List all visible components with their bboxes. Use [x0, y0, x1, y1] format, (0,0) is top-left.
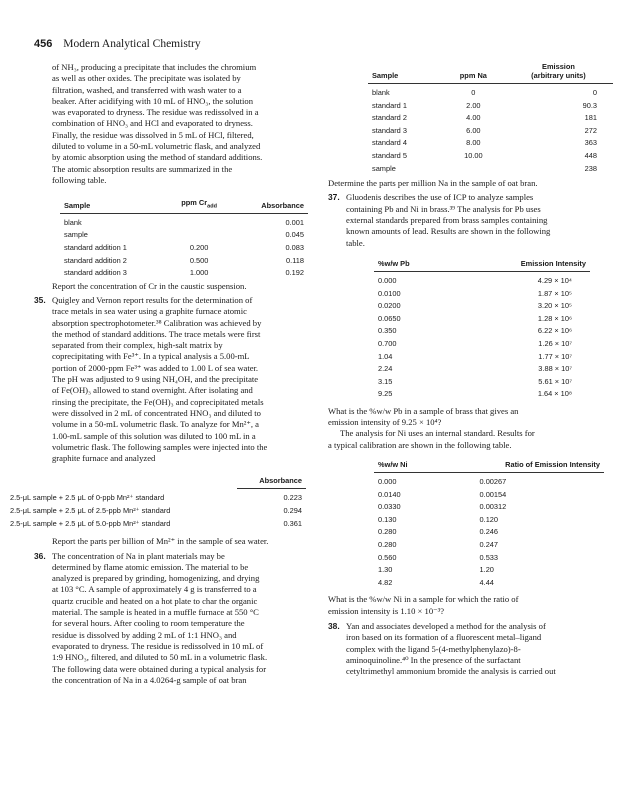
- table-row: [374, 338, 590, 351]
- cell: 8.00: [466, 138, 481, 148]
- table-row: [374, 363, 590, 376]
- text-line: aminoquinoline.⁴⁰ In the presence of the surfactant: [346, 654, 521, 665]
- text-line: volume in a 50-mL volumetric flask. To analyze for Mn²⁺, a: [52, 419, 259, 430]
- table-mn-standard-additions: [6, 476, 306, 530]
- text-line: quartz crucible and heated on a hot plate to char the organic: [52, 595, 258, 606]
- cell: 0.361: [283, 518, 302, 528]
- table1-question: Report the concentration of Cr in the caustic suspension.: [52, 280, 247, 291]
- table-header-row: [368, 62, 613, 84]
- column-header: ppm $Cr_{add}$: [166, 198, 232, 213]
- cell: 0.130: [378, 514, 397, 524]
- table-header-row: [374, 460, 604, 473]
- table4-question: [328, 406, 613, 429]
- cell: standard addition 1: [64, 242, 127, 252]
- text-line: graphite furnace and analyzed: [52, 453, 156, 464]
- text-line: trace metals in sea water using a graphite furnace atomic: [52, 306, 247, 317]
- table-row: [368, 137, 613, 150]
- text-line: the concentration of Na in a 4.0264-g sample of oat bran: [52, 674, 247, 685]
- text-line: Finally, the residue was dissolved in 5 mL of HCl, filtered,: [52, 129, 254, 140]
- text-line: The following data were obtained during a typical analysis for: [52, 663, 267, 674]
- exercise-number: 35.: [34, 295, 46, 305]
- text-line: What is the %w/w Pb in a sample of brass that gives an: [328, 405, 519, 416]
- table-row: [6, 518, 306, 531]
- table-row: [374, 288, 590, 301]
- table-row: [374, 552, 604, 565]
- table-row: [368, 100, 613, 113]
- text-line: Gluodenis describes the use of ICP to analyze samples: [346, 192, 534, 203]
- cell: 0.0140: [378, 489, 401, 499]
- exercise-37: [328, 192, 613, 248]
- cell: 0.000: [378, 477, 397, 487]
- cell: 1.20: [479, 565, 494, 575]
- text-line: iron based on its formation of a fluorescent metal–ligand: [346, 632, 542, 643]
- cell: 0.560: [378, 552, 397, 562]
- text-line: at 103 °C. A sample of approximately 4 g is transferred to a: [52, 584, 257, 595]
- text-line: residue is dissolved by adding 2 mL of 1:1 HNO₃ and: [52, 629, 237, 640]
- table-pb-calibration: [374, 259, 590, 401]
- cell: 181: [584, 113, 597, 123]
- cell: standard 4: [372, 138, 407, 148]
- text-line: a typical calibration are shown in the following table.: [328, 439, 512, 450]
- cell: 0.120: [479, 514, 499, 524]
- text-line: by atomic absorption using the method of standard additions.: [52, 152, 263, 163]
- cell: 3.20 × 10⁵: [537, 301, 572, 311]
- table-header-row: [374, 259, 590, 272]
- table-row: [368, 84, 613, 100]
- text-line: diluted to volume in a 50-mL volumetric flask, and analyzed: [52, 141, 261, 152]
- cell: 2.5-μL sample + 2.5 μL of 0-ppb Mn²⁺ standard: [10, 493, 165, 503]
- cell: 10.00: [464, 150, 483, 160]
- cell: 0.0100: [378, 288, 401, 298]
- text-line: for several hours. After cooling to room temperature the: [52, 618, 245, 629]
- cell: 2.00: [466, 100, 481, 110]
- table-row: [60, 229, 308, 242]
- cell: 363: [584, 138, 597, 148]
- text-line: containing Pb and Ni in brass.³⁹ The analysis for Pb uses: [346, 203, 541, 214]
- cell: 0.118: [286, 255, 304, 265]
- cell: blank: [64, 217, 82, 227]
- cell: 0.700: [378, 338, 397, 348]
- text-line: emission intensity is 1.10 × 10⁻³?: [328, 605, 445, 616]
- cell: standard 5: [372, 150, 407, 160]
- text-line: combination of HNO₃ and HCl and evaporated to dryness.: [52, 118, 253, 129]
- cell: 0.001: [285, 217, 304, 227]
- column-header: Sample: [368, 62, 443, 84]
- cell: [166, 229, 232, 242]
- table-row: [374, 376, 590, 389]
- cell: 0.533: [479, 552, 499, 562]
- text-line: The concentration of Na in plant materials may be: [52, 550, 225, 561]
- page-header: [34, 38, 201, 50]
- table-row: [6, 505, 306, 518]
- cell: 0.083: [285, 242, 304, 252]
- cell: 1.26 × 10⁷: [538, 338, 572, 348]
- table5-question: [328, 594, 613, 617]
- cell: 4.29 × 10⁴: [537, 275, 572, 285]
- cell: 0.00312: [479, 502, 507, 512]
- text-line: cetyltrimethyl ammonium bromide the analysis is carried out: [346, 666, 556, 677]
- cell: standard 3: [372, 125, 407, 135]
- cell: standard addition 2: [64, 255, 127, 265]
- cell: sample: [64, 230, 88, 240]
- table-row: [60, 255, 308, 268]
- cell: 1.87 × 10⁵: [537, 288, 572, 298]
- exercise-number: 38.: [328, 621, 340, 631]
- text-line: 1.00-mL sample of this solution was diluted to 100 mL in a: [52, 430, 256, 441]
- table-ni-calibration: [374, 460, 604, 589]
- cell: 0: [471, 88, 476, 97]
- table-row: [374, 351, 590, 364]
- column-header: Absorbance: [232, 198, 308, 213]
- text-line: as well as other oxides. The precipitate was isolated by: [52, 73, 241, 84]
- intro-paragraph: [34, 62, 306, 186]
- text-line: material. The sample is heated in a muffle furnace at 550 °C: [52, 607, 259, 618]
- cell: 4.00: [466, 113, 481, 123]
- cell: 90.3: [582, 100, 597, 110]
- text-line: external standards prepared from brass samples containing: [346, 215, 548, 226]
- cell: 0.350: [378, 326, 397, 336]
- table-row: [374, 388, 590, 401]
- cell: 0.0200: [378, 301, 401, 311]
- cell: 6.00: [466, 125, 481, 135]
- column-header: Absorbance: [237, 476, 306, 489]
- exercise-number: 37.: [328, 192, 340, 203]
- table-row: [368, 150, 613, 163]
- column-header: Emission (arbitrary units): [504, 62, 613, 84]
- table-header-row: [60, 198, 308, 213]
- text-line: following table.: [52, 174, 107, 185]
- cell: blank: [372, 88, 390, 97]
- cell: 1.30: [378, 565, 393, 575]
- text-line: coprecipitating with Fe³⁺. In a typical analysis a 5.00-mL: [52, 351, 250, 362]
- cell: 1.000: [189, 268, 209, 278]
- text-line: filtration, washed, and transferred with wash water to a: [52, 84, 242, 95]
- column-header: Emission Intensity: [450, 259, 590, 272]
- text-line: the method of standard additions. The trace metals were first: [52, 328, 261, 339]
- page-number: 456: [34, 38, 53, 50]
- table-row: [368, 112, 613, 125]
- table-row: [374, 564, 604, 577]
- text-line: emission intensity of 9.25 × 10⁴?: [328, 417, 442, 428]
- cell: 0.00267: [479, 477, 507, 487]
- text-line: evaporated to dryness. The residue is redissolved in 10 mL of: [52, 640, 264, 651]
- table-row: [374, 514, 604, 527]
- cell: 0.280: [378, 540, 397, 550]
- cell: 448: [584, 150, 597, 160]
- column-header: %w/w Pb: [374, 259, 450, 272]
- cell: 1.77 × 10⁷: [538, 351, 572, 361]
- cell: 238: [584, 163, 597, 173]
- cell: 9.25: [378, 389, 393, 399]
- cell: 0.246: [479, 527, 499, 537]
- left-column: [10, 62, 306, 686]
- table-row: [374, 539, 604, 552]
- cell: sample: [372, 163, 396, 173]
- cell: 0.0650: [378, 313, 401, 323]
- column-header: Sample: [60, 198, 166, 213]
- cell: 1.04: [378, 351, 393, 361]
- cell: 0.000: [378, 275, 397, 285]
- table-row: [374, 473, 604, 489]
- table3-question: Determine the parts per million Na in the sample of oat bran.: [328, 178, 538, 189]
- table-row: [60, 213, 308, 229]
- cell: 0.247: [479, 540, 499, 550]
- table-header-row: [6, 476, 306, 489]
- text-line: portion of 2000-ppm Fe³⁺ was added to 1.00 L of sea water.: [52, 362, 259, 373]
- cell: 4.82: [378, 577, 393, 587]
- table-row: [374, 501, 604, 514]
- cell: 5.61 × 10⁷: [538, 376, 572, 386]
- internal-standard-paragraph: [328, 428, 613, 451]
- table-row: [368, 125, 613, 138]
- cell: 2.5-μL sample + 2.5 μL of 2.5-ppb Mn²⁺ standard: [10, 506, 171, 516]
- cell: [166, 213, 232, 229]
- right-column: [328, 62, 613, 677]
- text-line: rinsing the precipitate, the Fe(OH)₃ and coprecipitated metals: [52, 396, 264, 407]
- table-cr-standard-additions: [60, 198, 308, 279]
- cell: standard 1: [372, 100, 407, 110]
- exercise-35: [34, 295, 306, 464]
- table-row: [374, 271, 590, 287]
- table-row: [374, 325, 590, 338]
- cell: 0.294: [283, 506, 302, 516]
- cell: standard addition 3: [64, 268, 127, 278]
- text-line: were dissolved in 2 mL of concentrated HNO₃ and diluted to: [52, 407, 261, 418]
- exercise-38: [328, 621, 613, 677]
- text-line: Yan and associates developed a method for the analysis of: [346, 621, 546, 631]
- table2-question: Report the parts per billion of Mn²⁺ in the sample of sea water.: [52, 536, 269, 547]
- cell: 2.5-μL sample + 2.5 μL of 5.0-ppb Mn²⁺ standard: [10, 518, 171, 528]
- table-row: [374, 300, 590, 313]
- table-row: [60, 267, 308, 280]
- table-row: [368, 163, 613, 176]
- text-line: The analysis for Ni uses an internal standard. Results for: [340, 428, 535, 439]
- column-header: ppm Na: [443, 62, 504, 84]
- table-row: [374, 526, 604, 539]
- exercise-number: 36.: [34, 550, 46, 561]
- column-header: Ratio of Emission Intensity: [436, 460, 604, 473]
- cell: 0.200: [189, 242, 209, 252]
- exercise-36: [34, 551, 306, 687]
- cell: 2.24: [378, 364, 393, 374]
- text-line: of NH₃, producing a precipitate that includes the chromium: [52, 62, 257, 72]
- text-line: of Fe(OH)₃ allowed to stand overnight. After isolating and: [52, 385, 253, 396]
- cell: 0.192: [285, 268, 304, 278]
- text-line: analyzed is prepared by grinding, homogenizing, and drying: [52, 573, 260, 584]
- cell: 3.88 × 10⁷: [538, 364, 572, 374]
- text-line: 1:9 HNO₃, filtered, and diluted to 50 mL in a volumetric flask.: [52, 652, 268, 663]
- cell: 1.28 × 10⁶: [537, 313, 572, 323]
- text-line: The pH was adjusted to 9 using NH₄OH, and the precipitate: [52, 374, 259, 385]
- text-line: separated from their complex, high-salt matrix by: [52, 340, 223, 351]
- text-line: Quigley and Vernon report results for the determination of: [52, 295, 253, 305]
- cell: 3.15: [378, 376, 393, 386]
- cell: 1.64 × 10⁸: [537, 389, 572, 399]
- cell: 0.0330: [378, 502, 401, 512]
- text-line: complex with the ligand 5-(4-methylphenylazo)-8-: [346, 643, 521, 654]
- cell: 0: [592, 88, 597, 97]
- text-line: determined by flame atomic emission. The material to be: [52, 561, 249, 572]
- cell: standard 2: [372, 113, 407, 123]
- text-line: known amounts of lead. Results are shown in the following: [346, 226, 551, 237]
- running-title: Modern Analytical Chemistry: [63, 38, 201, 50]
- cell: [443, 163, 504, 176]
- cell: 4.44: [479, 577, 494, 587]
- table-row: [6, 489, 306, 505]
- cell: 6.22 × 10⁶: [537, 326, 572, 336]
- table-na-emission: [368, 62, 613, 175]
- table-row: [374, 489, 604, 502]
- column-header: %w/w Ni: [374, 460, 436, 473]
- column-header-empty: [6, 476, 237, 489]
- cell: 0.045: [285, 230, 304, 240]
- text-line: absorption spectrophotometer.³⁸ Calibration was achieved by: [52, 317, 262, 328]
- cell: 272: [584, 125, 597, 135]
- text-line: volumetric flask. The following samples were injected into the: [52, 441, 268, 452]
- text-line: What is the %w/w Ni in a sample for which the ratio of: [328, 594, 519, 605]
- cell: 0.500: [189, 255, 209, 265]
- cell: 0.280: [378, 527, 397, 537]
- cell: 0.223: [283, 493, 302, 503]
- text-line: was evaporated to dryness. The residue was redissolved in a: [52, 107, 259, 118]
- text-line: table.: [346, 237, 365, 248]
- table-row: [374, 313, 590, 326]
- text-line: beaker. After acidifying with 10 mL of HNO₃, the solution: [52, 95, 254, 106]
- text-line: The atomic absorption results are summarized in the: [52, 163, 233, 174]
- table-row: [60, 242, 308, 255]
- table-row: [374, 577, 604, 590]
- cell: 0.00154: [479, 489, 507, 499]
